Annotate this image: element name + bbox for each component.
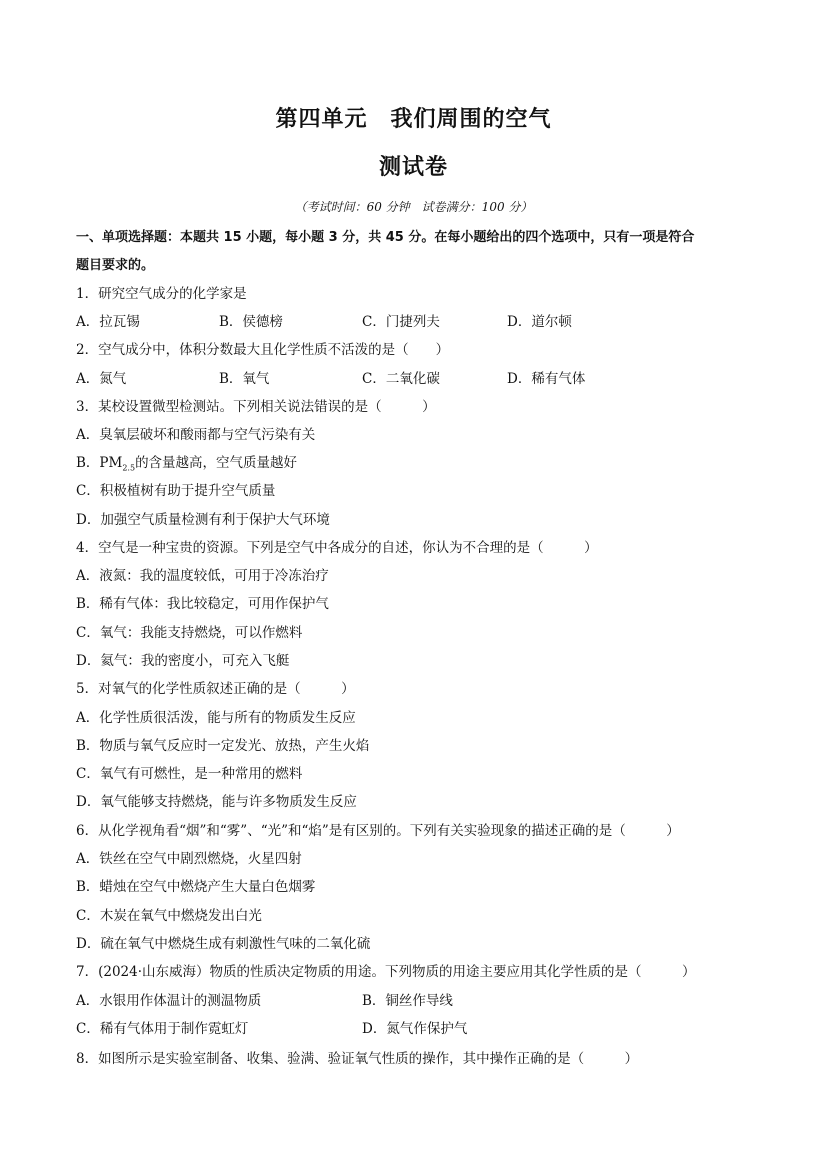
option-a: A．臭氧层破坏和酸雨都与空气污染有关 (76, 427, 316, 443)
option-c: C．积极植树有助于提升空气质量 (76, 483, 276, 499)
option-c: C．二氧化碳 (362, 371, 440, 387)
option-c: C．木炭在氧气中燃烧发出白光 (76, 908, 262, 924)
option-b-suffix: 的含量越高，空气质量越好 (135, 455, 298, 471)
option-d: D．道尔顿 (507, 314, 572, 330)
page-subtitle: 测试卷 (378, 155, 448, 180)
option-b: B．蜡烛在空气中燃烧产生大量白色烟雾 (76, 879, 316, 895)
option-b-prefix: B．PM (76, 455, 123, 471)
option-b: B．侯德榜 (219, 314, 283, 330)
option-d: D．加强空气质量检测有利于保护大气环境 (76, 512, 330, 528)
option-b: B．氧气 (219, 371, 270, 387)
question-stem: 1．研究空气成分的化学家是 (76, 286, 247, 302)
option-d: D．氦气：我的密度小，可充入飞艇 (76, 653, 290, 669)
option-a: A．液氮：我的温度较低，可用于冷冻治疗 (76, 568, 329, 584)
option-b (76, 454, 297, 478)
section-heading: 一、单项选择题：本题共 15 小题，每小题 3 分，共 45 分。在每小题给出的四个选项中，只有一项是符合 (76, 230, 695, 245)
option-c: C．稀有气体用于制作霓虹灯 (76, 1021, 249, 1037)
option-b-subscript: 2.5 (122, 463, 136, 473)
option-d: D．稀有气体 (507, 371, 586, 387)
option-c: C．氧气有可燃性，是一种常用的燃料 (76, 766, 303, 782)
option-a: A．铁丝在空气中剧烈燃烧，火星四射 (76, 851, 302, 867)
option-b: B．物质与氧气反应时一定发光、放热，产生火焰 (76, 738, 370, 754)
option-d: D．氧气能够支持燃烧，能与许多物质发生反应 (76, 794, 357, 810)
option-b: B．稀有气体：我比较稳定，可用作保护气 (76, 596, 329, 612)
option-c: C．门捷列夫 (362, 314, 440, 330)
question-stem: 3．某校设置微型检测站。下列相关说法错误的是（ ） (76, 399, 436, 415)
page-title: 第四单元 我们周围的空气 (275, 107, 552, 132)
exam-info: （考试时间：60 分钟 试卷满分：100 分） (294, 200, 533, 214)
question-stem: 2．空气成分中，体积分数最大且化学性质不活泼的是（ ） (76, 342, 450, 358)
option-a: A．氮气 (76, 371, 127, 387)
option-d: D．硫在氧气中燃烧生成有刺激性气味的二氧化硫 (76, 936, 371, 952)
option-a: A．水银用作体温计的测温物质 (76, 993, 262, 1009)
option-a: A．拉瓦锡 (76, 314, 140, 330)
question-stem: 6．从化学视角看“烟”和“雾”、“光”和“焰”是有区别的。下列有关实验现象的描述正确的是（ ） (76, 823, 680, 839)
question-stem: 4．空气是一种宝贵的资源。下列是空气中各成分的自述，你认为不合理的是（ ） (76, 540, 598, 556)
option-b: B．铜丝作导线 (362, 993, 453, 1009)
question-stem: 7．(2024·山东威海）物质的性质决定物质的用途。下列物质的用途主要应用其化学性质的是（ ） (76, 964, 696, 980)
option-d: D．氮气作保护气 (362, 1021, 468, 1037)
option-a: A．化学性质很活泼，能与所有的物质发生反应 (76, 710, 356, 726)
option-c: C．氧气：我能支持燃烧，可以作燃料 (76, 625, 303, 641)
question-stem: 5．对氧气的化学性质叙述正确的是（ ） (76, 681, 355, 697)
question-stem: 8．如图所示是实验室制备、收集、验满、验证氧气性质的操作，其中操作正确的是（ ） (76, 1051, 639, 1067)
section-heading-cont: 题目要求的。 (76, 258, 155, 273)
